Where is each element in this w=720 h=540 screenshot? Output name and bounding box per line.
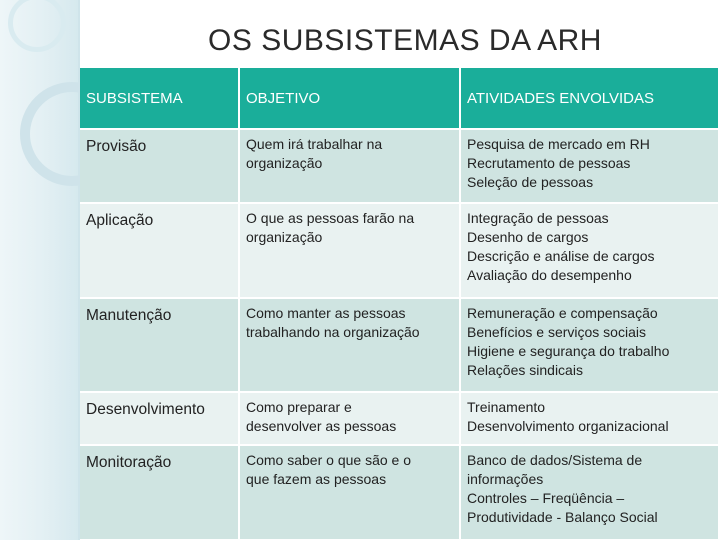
cell-objetivo bbox=[239, 129, 460, 203]
header-atividades: ATIVIDADES ENVOLVIDAS bbox=[460, 68, 718, 129]
text-line: Como preparar e bbox=[246, 399, 352, 415]
table-row bbox=[80, 392, 718, 445]
text-line: Quem irá trabalhar na bbox=[246, 136, 383, 152]
cell-objetivo bbox=[239, 298, 460, 392]
text-line: Descrição e análise de cargos bbox=[467, 248, 655, 264]
cell-subsistema: Aplicação bbox=[80, 203, 239, 298]
text-line: Como manter as pessoas bbox=[246, 305, 406, 321]
text-line: Desenvolvimento organizacional bbox=[467, 418, 669, 434]
slide-title: OS SUBSISTEMAS DA ARH bbox=[208, 24, 602, 57]
text-line: Relações sindicais bbox=[467, 362, 583, 378]
text-line: Recrutamento de pessoas bbox=[467, 155, 631, 171]
text-line: Seleção de pessoas bbox=[467, 174, 594, 190]
text-line: Treinamento bbox=[467, 399, 546, 415]
text-line: Benefícios e serviços sociais bbox=[467, 324, 646, 340]
table-row bbox=[80, 445, 718, 539]
text-line: trabalhando na organização bbox=[246, 324, 420, 340]
cell-atividades bbox=[460, 129, 718, 203]
text-line: que fazem as pessoas bbox=[246, 471, 387, 487]
table-row bbox=[80, 298, 718, 392]
text-line: Como saber o que são e o bbox=[246, 452, 411, 468]
header-objetivo: OBJETIVO bbox=[239, 68, 460, 129]
text-line: informações bbox=[467, 471, 544, 487]
table-row bbox=[80, 203, 718, 298]
text-line: Integração de pessoas bbox=[467, 210, 609, 226]
cell-subsistema: Monitoração bbox=[80, 445, 239, 539]
text-line: desenvolver as pessoas bbox=[246, 418, 397, 434]
table-row bbox=[80, 129, 718, 203]
text-line: Higiene e segurança do trabalho bbox=[467, 343, 670, 359]
cell-objetivo bbox=[239, 392, 460, 445]
cell-subsistema: Manutenção bbox=[80, 298, 239, 392]
cell-atividades bbox=[460, 445, 718, 539]
cell-subsistema: Provisão bbox=[80, 129, 239, 203]
text-line: Pesquisa de mercado em RH bbox=[467, 136, 650, 152]
cell-atividades bbox=[460, 298, 718, 392]
decorative-sidebar bbox=[0, 0, 78, 540]
cell-objetivo bbox=[239, 445, 460, 539]
table-header-row bbox=[80, 68, 718, 129]
header-subsistema: SUBSISTEMA bbox=[80, 68, 239, 129]
text-line: Avaliação do desempenho bbox=[467, 267, 632, 283]
text-line: organização bbox=[246, 229, 323, 245]
cell-subsistema: Desenvolvimento bbox=[80, 392, 239, 445]
text-line: Desenho de cargos bbox=[467, 229, 589, 245]
cell-atividades bbox=[460, 392, 718, 445]
text-line: Produtividade - Balanço Social bbox=[467, 509, 658, 525]
text-line: Banco de dados/Sistema de bbox=[467, 452, 643, 468]
text-line: Remuneração e compensação bbox=[467, 305, 658, 321]
text-line: O que as pessoas farão na bbox=[246, 210, 415, 226]
text-line: organização bbox=[246, 155, 323, 171]
cell-objetivo bbox=[239, 203, 460, 298]
subsystems-table bbox=[80, 68, 718, 539]
cell-atividades bbox=[460, 203, 718, 298]
text-line: Controles – Freqüência – bbox=[467, 490, 625, 506]
